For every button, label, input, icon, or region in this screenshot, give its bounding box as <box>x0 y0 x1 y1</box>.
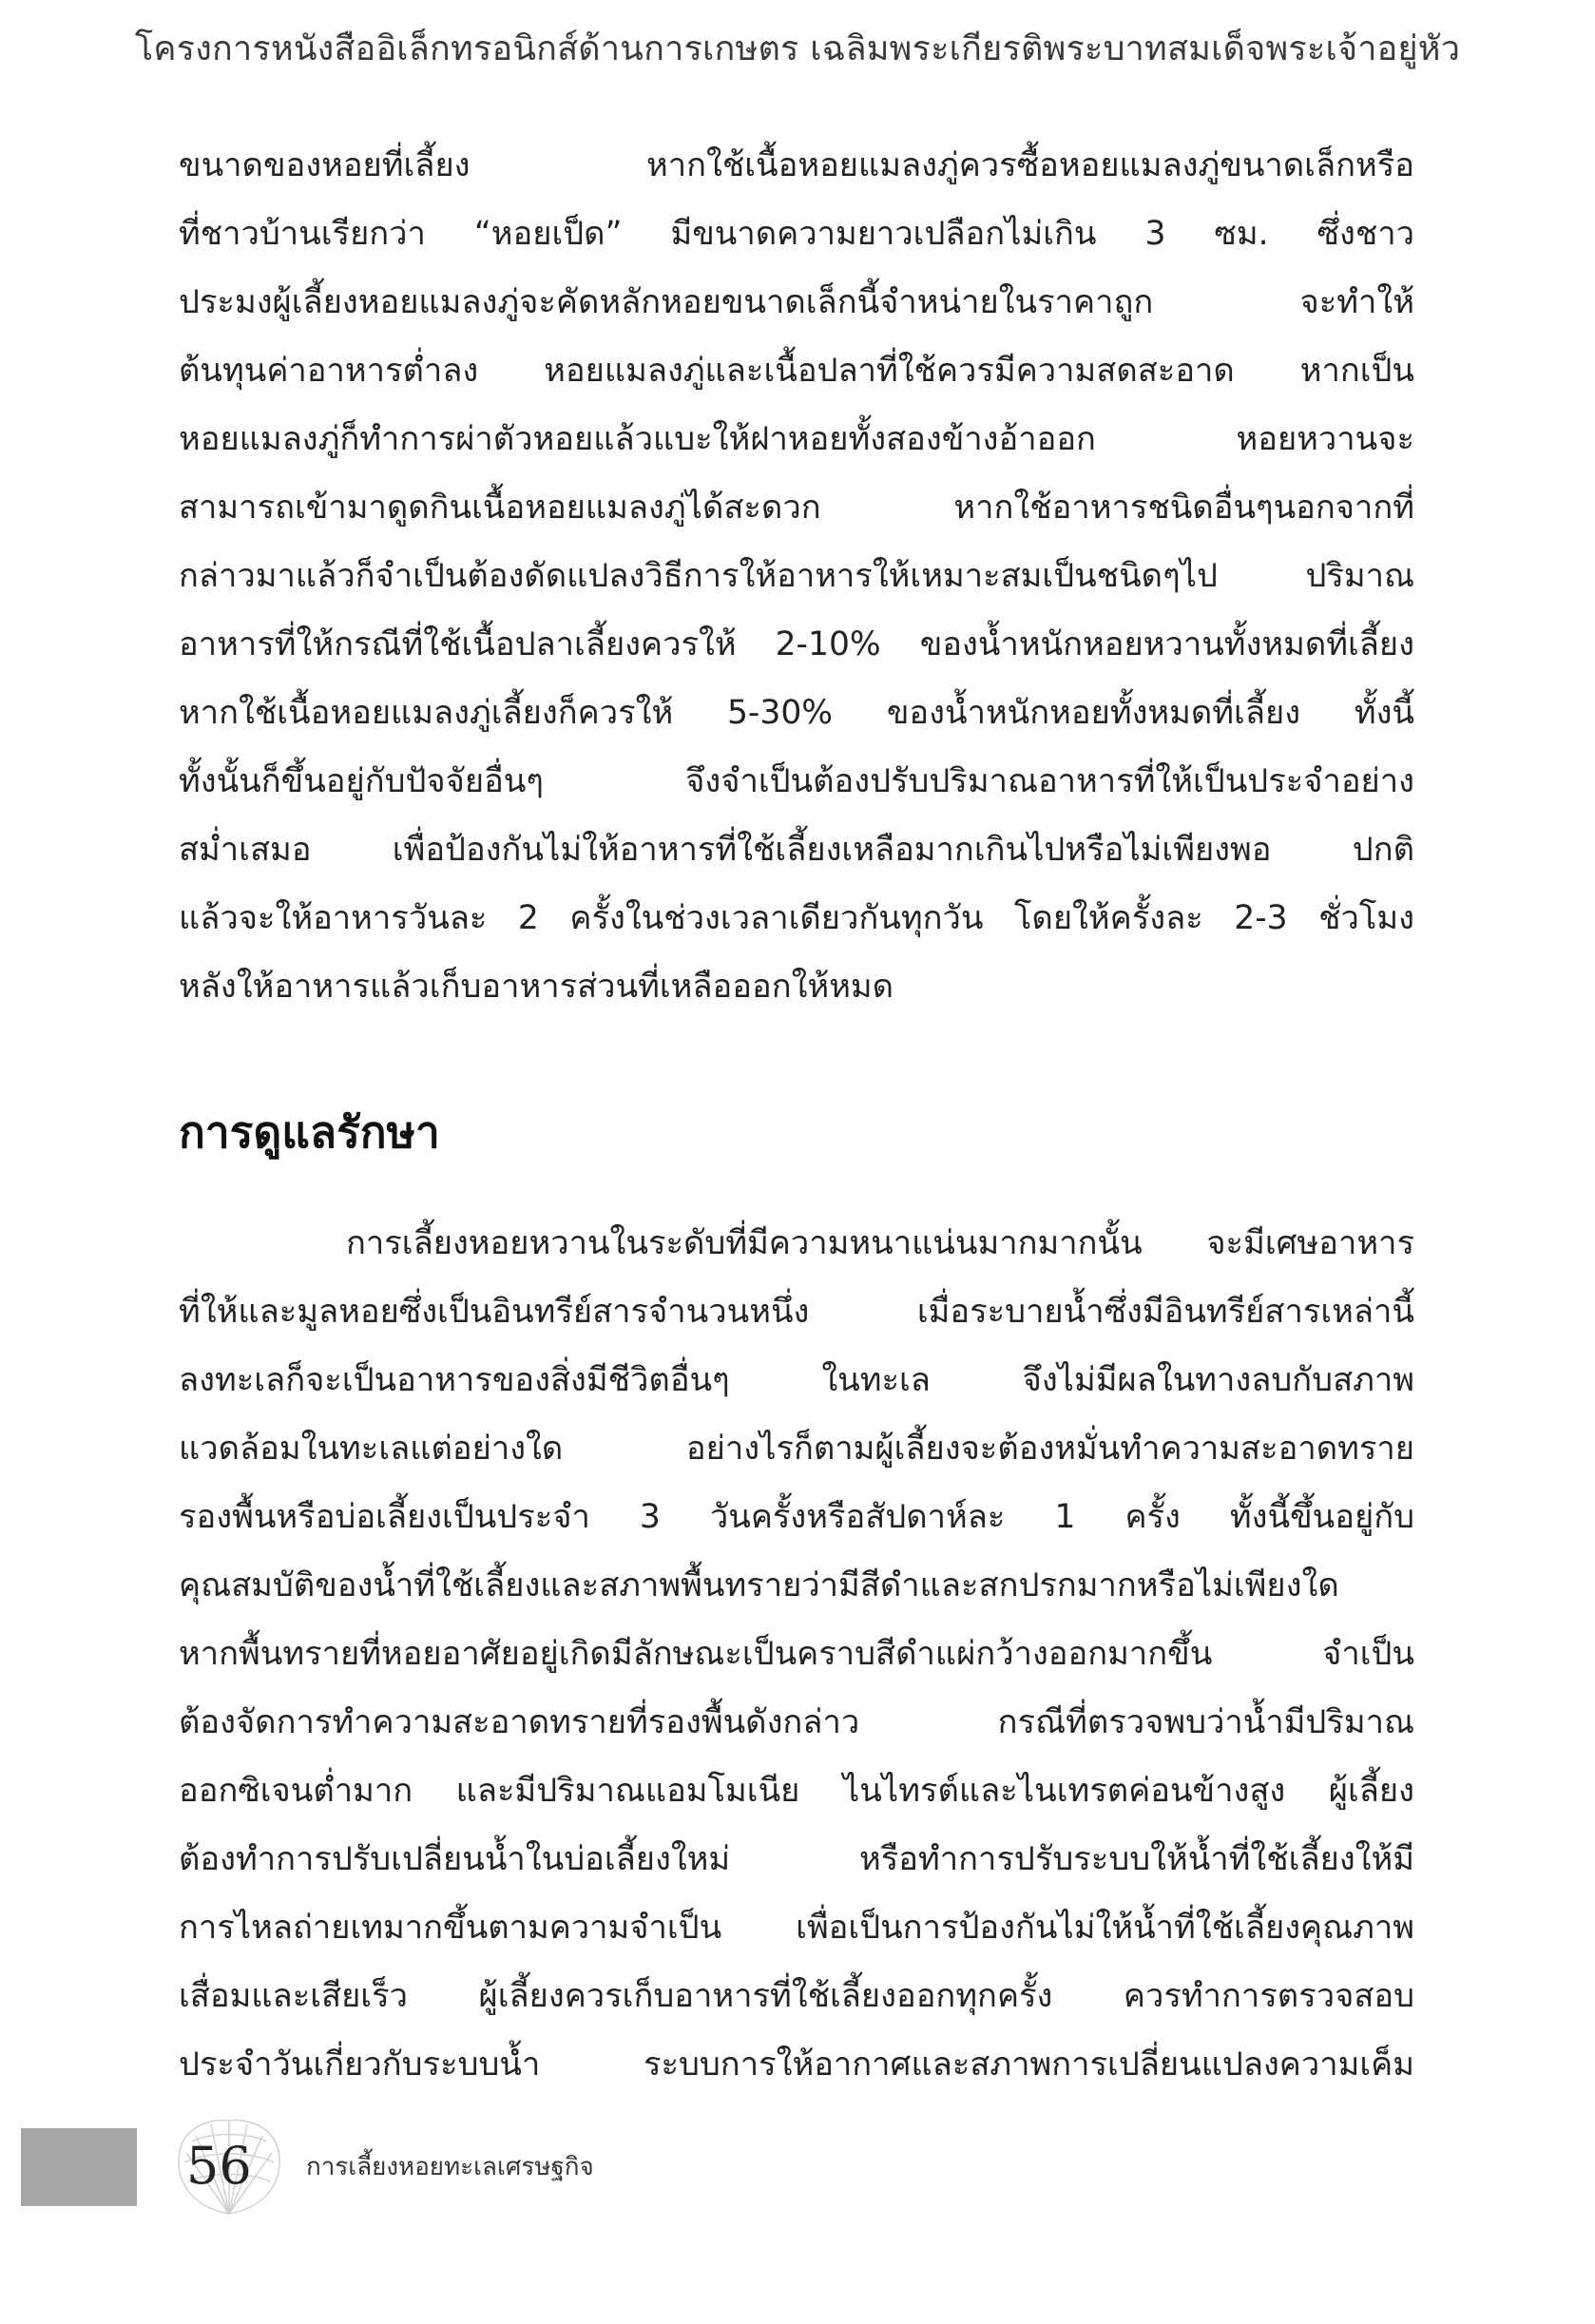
text-line: ออกซิเจนต่ำมาก และมีปริมาณแอมโมเนีย ไนไทรต์และไนเทรตค่อนข้างสูง ผู้เลี้ยง <box>179 1772 1414 1811</box>
text-line: หากพื้นทรายที่หอยอาศัยอยู่เกิดมีลักษณะเป็นคราบสีดำแผ่กว้างออกมากขึ้น จำเป็น <box>179 1635 1414 1674</box>
text-line: ต้องทำการปรับเปลี่ยนน้ำในบ่อเลี้ยงใหม่ หรือทำการปรับระบบให้น้ำที่ใช้เลี้ยงให้มี <box>179 1840 1414 1879</box>
text-line: หลังให้อาหารแล้วเก็บอาหารส่วนที่เหลือออกให้หมด <box>179 968 894 1006</box>
page-footer <box>0 2115 1595 2229</box>
text-line: ประจำวันเกี่ยวกับระบบน้ำ ระบบการให้อากาศและสภาพการเปลี่ยนแปลงความเค็ม <box>179 2046 1414 2084</box>
text-line: ทั้งนั้นก็ขึ้นอยู่กับปัจจัยอื่นๆ จึงจำเป็นต้องปรับปริมาณอาหารที่ให้เป็นประจำอย่าง <box>179 762 1414 800</box>
text-line: หากใช้เนื้อหอยแมลงภู่เลี้ยงก็ควรให้ 5-30% ของน้ำหนักหอยทั้งหมดที่เลี้ยง ทั้งนี้ <box>179 694 1414 732</box>
text-line: คุณสมบัติของน้ำที่ใช้เลี้ยงและสภาพพื้นทรายว่ามีสีดำและสกปรกมากหรือไม่เพียงใด <box>179 1566 1339 1605</box>
text-line: กล่าวมาแล้วก็จำเป็นต้องดัดแปลงวิธีการให้อาหารให้เหมาะสมเป็นชนิดๆไป ปริมาณ <box>179 557 1414 595</box>
section-heading: การดูแลรักษา <box>179 1106 440 1158</box>
text-line: การเลี้ยงหอยหวานในระดับที่มีความหนาแน่นมากมากนั้น จะมีเศษอาหาร <box>346 1224 1414 1263</box>
text-line: ขนาดของหอยที่เลี้ยง หากใช้เนื้อหอยแมลงภู่ควรซื้อหอยแมลงภู่ขนาดเล็กหรือ <box>179 146 1414 184</box>
book-title: การเลี้ยงหอยทะเลเศรษฐกิจ <box>306 2153 594 2181</box>
text-line: อาหารที่ให้กรณีที่ใช้เนื้อปลาเลี้ยงควรให้ 2-10% ของน้ำหนักหอยหวานทั้งหมดที่เลี้ยง <box>179 625 1414 663</box>
page-number: 56 <box>186 2136 252 2196</box>
text-line: สม่ำเสมอ เพื่อป้องกันไม่ให้อาหารที่ใช้เลี้ยงเหลือมากเกินไปหรือไม่เพียงพอ ปกติ <box>179 831 1414 869</box>
text-line: ต้องจัดการทำความสะอาดทรายที่รองพื้นดังกล่าว กรณีที่ตรวจพบว่าน้ำมีปริมาณ <box>179 1703 1414 1742</box>
text-line: เสื่อมและเสียเร็ว ผู้เลี้ยงควรเก็บอาหารที่ใช้เลี้ยงออกทุกครั้ง ควรทำการตรวจสอบ <box>179 1977 1414 2016</box>
text-line: แล้วจะให้อาหารวันละ 2 ครั้งในช่วงเวลาเดียวกันทุกวัน โดยให้ครั้งละ 2-3 ชั่วโมง <box>179 899 1414 937</box>
text-line: การไหลถ่ายเทมากขึ้นตามความจำเป็น เพื่อเป็นการป้องกันไม่ให้น้ำที่ใช้เลี้ยงคุณภาพ <box>179 1909 1414 1948</box>
text-line: สามารถเข้ามาดูดกินเนื้อหอยแมลงภู่ได้สะดวก หากใช้อาหารชนิดอื่นๆนอกจากที่ <box>179 489 1414 527</box>
care-paragraph <box>179 1209 1414 2099</box>
text-line: รองพื้นหรือบ่อเลี้ยงเป็นประจำ 3 วันครั้งหรือสัปดาห์ละ 1 ครั้ง ทั้งนี้ขึ้นอยู่กับ <box>179 1498 1414 1537</box>
text-line: ลงทะเลก็จะเป็นอาหารของสิ่งมีชีวิตอื่นๆ ในทะเล จึงไม่มีผลในทางลบกับสภาพ <box>179 1361 1414 1400</box>
running-header: โครงการหนังสืออิเล็กทรอนิกส์ด้านการเกษตร เฉลิมพระเกียรติพระบาทสมเด็จพระเจ้าอยู่หัว <box>134 29 1461 68</box>
footer-grey-bar <box>21 2128 137 2206</box>
page-body <box>179 131 1414 2099</box>
text-line: ที่ชาวบ้านเรียกว่า “หอยเป็ด” มีขนาดความยาวเปลือกไม่เกิน 3 ซม. ซึ่งชาว <box>179 215 1414 253</box>
text-line: ที่ให้และมูลหอยซึ่งเป็นอินทรีย์สารจำนวนหนึ่ง เมื่อระบายน้ำซึ่งมีอินทรีย์สารเหล่านี้ <box>179 1293 1414 1332</box>
text-line: แวดล้อมในทะเลแต่อย่างใด อย่างไรก็ตามผู้เลี้ยงจะต้องหมั่นทำความสะอาดทราย <box>179 1430 1414 1469</box>
text-line: หอยแมลงภู่ก็ทำการผ่าตัวหอยแล้วแบะให้ฝาหอยทั้งสองข้างอ้าออก หอยหวานจะ <box>179 420 1414 458</box>
text-line: ประมงผู้เลี้ยงหอยแมลงภู่จะคัดหลักหอยขนาดเล็กนี้จำหน่ายในราคาถูก จะทำให้ <box>179 283 1414 321</box>
text-line: ต้นทุนค่าอาหารต่ำลง หอยแมลงภู่และเนื้อปลาที่ใช้ควรมีความสดสะอาด หากเป็น <box>179 352 1414 390</box>
feeding-paragraph <box>179 131 1414 1021</box>
